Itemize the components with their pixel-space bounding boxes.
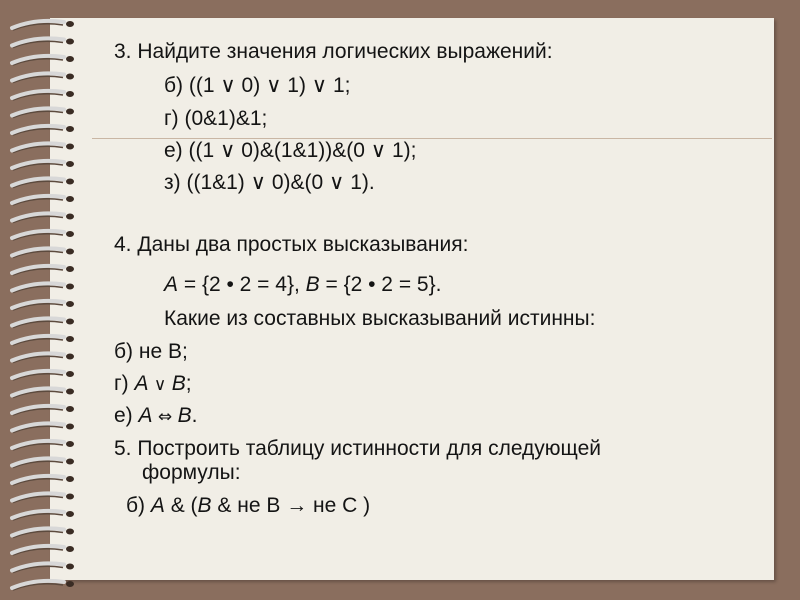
spiral-coil xyxy=(12,476,74,485)
implication-arrow-icon: → xyxy=(286,494,308,517)
formula-prefix: б) xyxy=(126,494,151,517)
task3-item-e: е) ((1 ∨ 0)&(1&1))&(0 ∨ 1); xyxy=(164,139,417,162)
spiral-coil xyxy=(12,248,74,257)
spiral-coil xyxy=(12,283,74,292)
option-e-prefix: е) xyxy=(114,404,139,427)
option-g-prefix: г) xyxy=(114,372,135,395)
spiral-coil xyxy=(12,301,74,310)
option-e-var-a: A xyxy=(138,404,153,427)
spiral-coil xyxy=(12,213,74,222)
spiral-coil xyxy=(12,231,74,240)
task3-item-z: з) ((1&1) ∨ 0)&(0 ∨ 1). xyxy=(164,171,375,194)
spiral-coil xyxy=(12,21,74,30)
var-a: A xyxy=(164,273,179,296)
spiral-coil xyxy=(12,441,74,450)
spiral-coil xyxy=(12,423,74,432)
task5-formula xyxy=(126,494,370,518)
spiral-coil xyxy=(12,318,74,327)
spiral-coil xyxy=(12,371,74,380)
spiral-coil xyxy=(12,563,74,572)
spiral-binding-icon xyxy=(0,0,90,600)
formula-var-b: B xyxy=(197,494,212,517)
option-g-var-b: B xyxy=(171,372,186,395)
option-e-end: . xyxy=(191,404,198,427)
task4-title: 4. Даны два простых высказывания: xyxy=(114,233,469,256)
task4-statements xyxy=(164,273,441,297)
task4-option-b: б) не B; xyxy=(114,340,188,363)
spiral-coil xyxy=(12,38,74,47)
task5-title-line1: 5. Построить таблицу истинности для следующей xyxy=(114,437,601,460)
statement-a-expr: = {2 • 2 = 4}, xyxy=(178,273,306,296)
task3-item-g: г) (0&1)&1; xyxy=(164,107,268,130)
spiral-coil xyxy=(12,336,74,345)
spiral-coil xyxy=(12,196,74,205)
spiral-coil xyxy=(12,511,74,520)
formula-var-a: A xyxy=(150,494,165,517)
spiral-coil xyxy=(12,266,74,275)
spiral-coil xyxy=(12,388,74,397)
spiral-coil xyxy=(12,161,74,170)
spiral-coil xyxy=(12,581,74,590)
spiral-coil xyxy=(12,73,74,82)
or-operator: ∨ xyxy=(148,375,172,395)
spiral-coil xyxy=(12,546,74,555)
task4-option-e xyxy=(114,404,197,429)
var-b: B xyxy=(305,273,320,296)
spiral-coil xyxy=(12,178,74,187)
formula-part3: не C ) xyxy=(307,494,371,517)
task4-option-g xyxy=(114,372,192,397)
spiral-coil xyxy=(12,528,74,537)
task3-item-b: б) ((1 ∨ 0) ∨ 1) ∨ 1; xyxy=(164,74,351,97)
spiral-coil xyxy=(12,353,74,362)
option-g-var-a: A xyxy=(134,372,149,395)
spiral-coil xyxy=(12,56,74,65)
spiral-coil xyxy=(12,108,74,117)
task5-title-line2: формулы: xyxy=(142,461,241,484)
statement-b-expr: = {2 • 2 = 5}. xyxy=(319,273,442,296)
formula-part1: & ( xyxy=(164,494,198,517)
spiral-coil xyxy=(12,406,74,415)
option-e-var-b: B xyxy=(177,404,192,427)
equivalence-operator: ⇔ xyxy=(152,407,178,427)
task4-question: Какие из составных высказываний истинны: xyxy=(164,307,596,330)
spiral-coil xyxy=(12,493,74,502)
task3-title: 3. Найдите значения логических выражений: xyxy=(114,40,553,63)
spiral-coil xyxy=(12,143,74,152)
option-g-end: ; xyxy=(185,372,192,395)
spiral-coil xyxy=(12,91,74,100)
spiral-coil xyxy=(12,458,74,467)
formula-part2: & не B xyxy=(211,494,287,517)
spiral-coil xyxy=(12,126,74,135)
